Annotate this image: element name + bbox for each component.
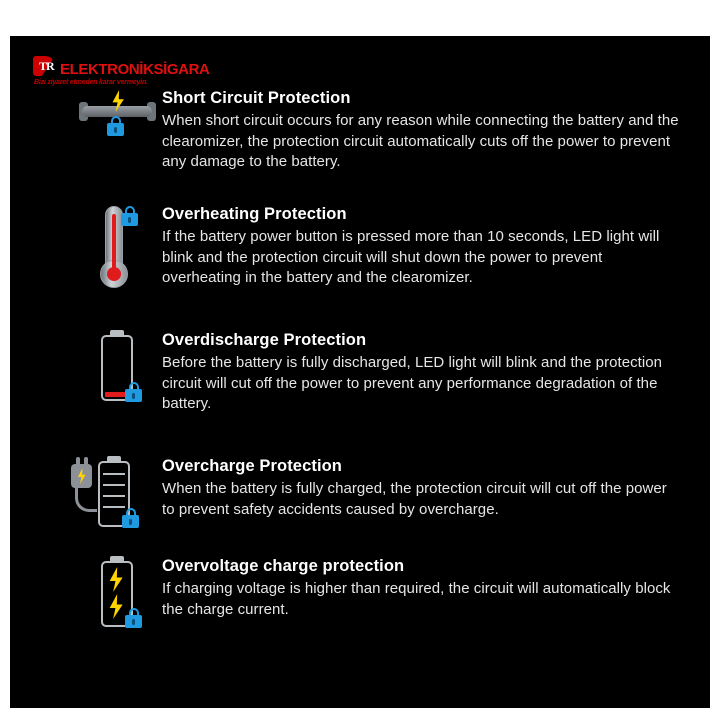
lock-icon	[121, 206, 138, 226]
lock-body	[107, 123, 124, 136]
icon-container	[72, 204, 162, 304]
lock-icon	[125, 382, 142, 402]
black-panel	[10, 36, 710, 708]
text-container	[162, 88, 682, 173]
feature-title: Short Circuit Protection	[162, 89, 351, 107]
lock-body	[121, 213, 138, 226]
feature-item	[72, 88, 682, 188]
lock-icon	[122, 508, 139, 528]
mercury-column	[112, 214, 116, 269]
lock-body	[122, 515, 139, 528]
feature-description: If charging voltage is higher than required, the circuit will automatically block the charge current.	[162, 580, 671, 618]
icon-container	[72, 88, 162, 188]
mercury-bulb	[107, 267, 121, 281]
battery-segment	[103, 484, 125, 486]
feature-title: Overvoltage charge protection	[162, 557, 405, 575]
feature-item	[72, 330, 682, 430]
icon-container	[72, 330, 162, 430]
lock-icon	[107, 116, 124, 136]
feature-title: Overheating Protection	[162, 205, 347, 223]
logo-row	[32, 56, 210, 78]
text-container	[162, 204, 682, 289]
feature-description: If the battery power button is pressed more than 10 seconds, LED light will blink and the protection circuit will shut down the power to prevent overheating in the battery and the clearomizer.	[162, 228, 660, 286]
feature-description: When short circuit occurs for any reason while connecting the battery and the clearomizer, the protection circuit automatically cuts off the power to prevent any damage to the battery.	[162, 112, 679, 170]
turkish-flag-mark-icon	[32, 56, 58, 78]
text-container	[162, 456, 682, 520]
feature-description: Before the battery is fully discharged, LED light will blink and the protection circuit will cut off the power to prevent any performance degradation of the battery.	[162, 354, 663, 412]
icon-container	[72, 556, 162, 656]
lock-body	[125, 389, 142, 402]
text-container	[162, 330, 682, 415]
short-circuit-icon	[77, 88, 157, 134]
battery-segment	[103, 473, 125, 475]
power-cord	[75, 486, 97, 512]
lock-icon	[125, 608, 142, 628]
feature-item	[58, 456, 682, 556]
logo-mark-text: TR	[39, 59, 54, 73]
brand-logo	[32, 56, 210, 90]
feature-item	[72, 556, 682, 656]
battery-low-icon	[77, 330, 157, 430]
battery-high-voltage-icon	[77, 556, 157, 646]
battery-segment	[103, 495, 125, 497]
thermometer-icon	[77, 204, 157, 304]
logo-brand-name: ELEKTRONİKSİGARA	[60, 61, 210, 78]
battery-charging-plug-icon	[65, 456, 155, 556]
logo-tagline: Bizi ziyaret etmeden karar vermeyin.	[34, 79, 148, 86]
feature-title: Overcharge Protection	[162, 457, 342, 475]
lock-body	[125, 615, 142, 628]
icon-container	[58, 456, 162, 556]
feature-title: Overdischarge Protection	[162, 331, 367, 349]
text-container	[162, 556, 682, 620]
feature-description: When the battery is fully charged, the protection circuit will cut off the power to prevent safety accidents caused by overcharge.	[162, 480, 667, 518]
feature-item	[72, 204, 682, 304]
